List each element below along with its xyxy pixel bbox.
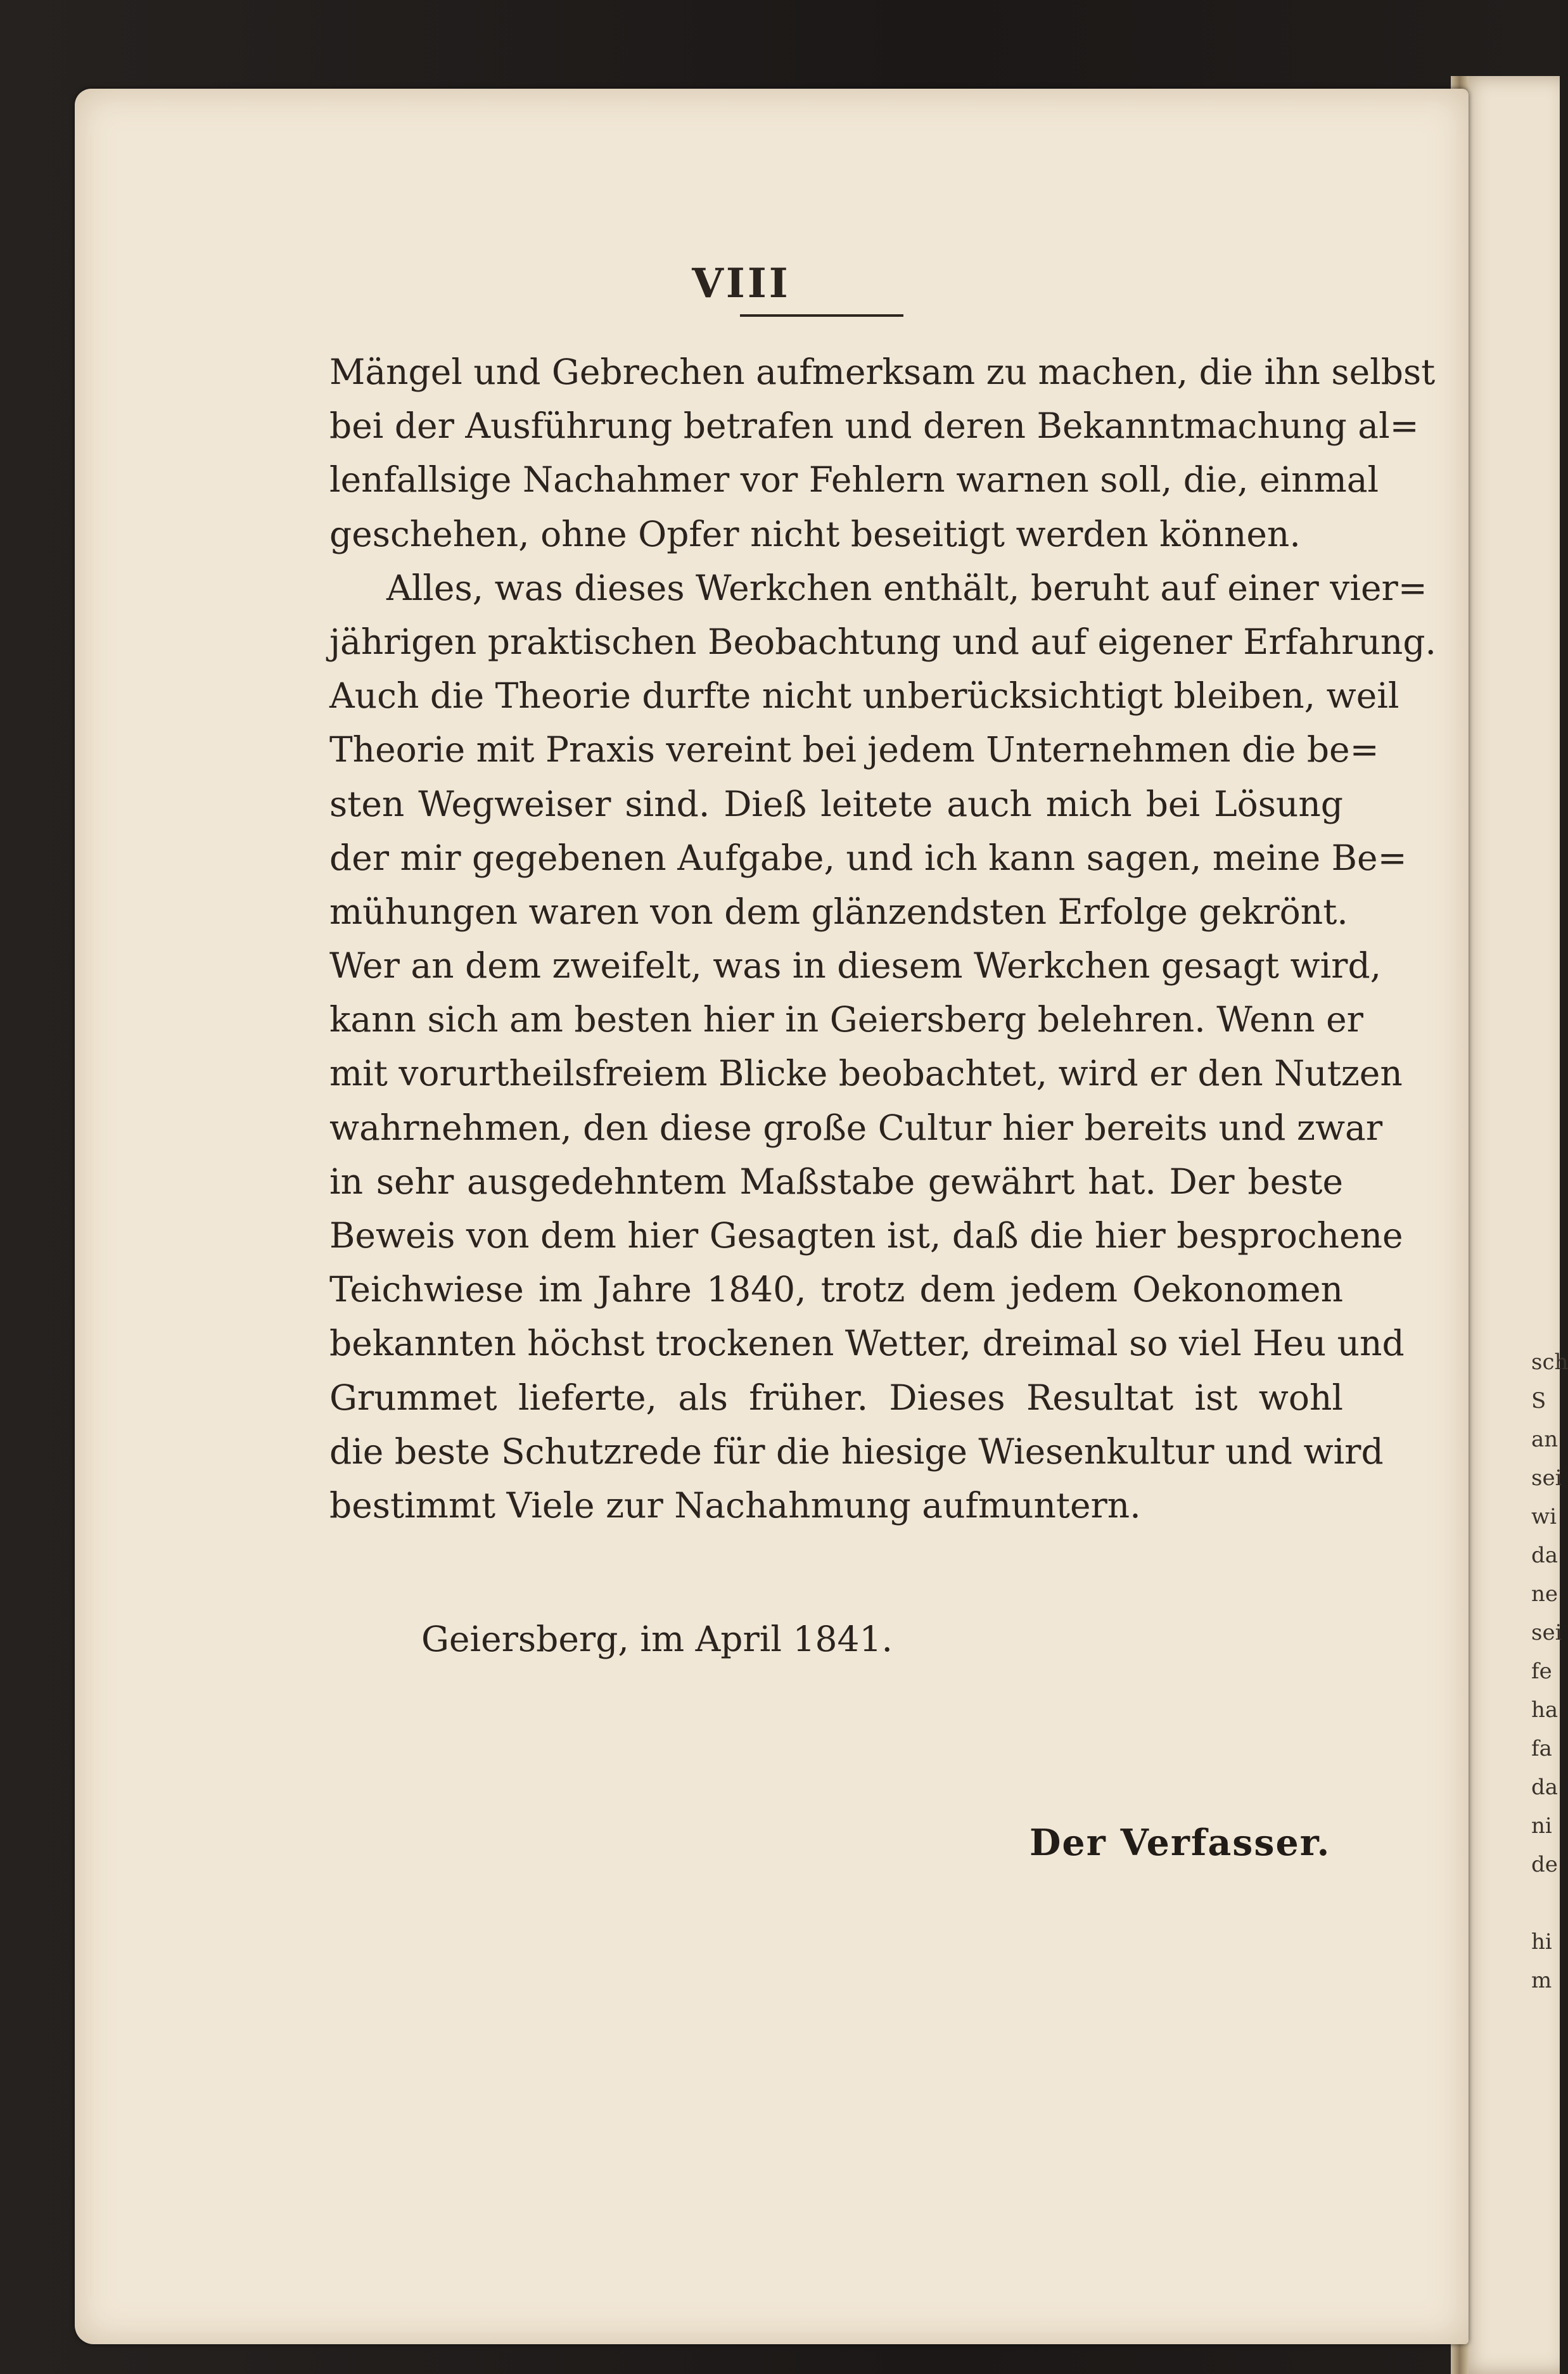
header-rule [740,314,903,317]
fragment: wi [1531,1504,1557,1529]
fragment: hi [1531,1929,1552,1955]
fragment: da [1531,1775,1558,1800]
facing-page-edge [1460,76,1568,2374]
text-line: bei der Ausführung betrafen und deren Bekanntmachung al= [329,405,1419,447]
text-line: der mir gegebenen Aufgabe, und ich kann sagen, meine Be= [329,837,1407,878]
place-date-line: Geiersberg, im April 1841. [421,1619,893,1659]
fragment: fa [1531,1736,1552,1761]
text-line: lenfallsige Nachahmer vor Fehlern warnen soll, die, einmal [329,459,1379,501]
author-signature: Der Verfasser. [1029,1822,1331,1864]
fragment: fe [1531,1659,1552,1684]
page-number: VIII [692,260,791,307]
fragment: sch [1531,1350,1568,1375]
text-line: Teichwiese im Jahre 1840, trotz dem jedem Oekonomen [329,1269,1343,1310]
fragment: ne [1531,1581,1558,1607]
fragment: an [1531,1427,1558,1452]
fragment: ha [1531,1697,1558,1723]
text-line: Alles, was dieses Werkchen enthält, beruht auf einer vier= [386,567,1427,608]
text-line: wahrnehmen, den diese große Cultur hier bereits und zwar [329,1107,1383,1148]
fragment: m [1531,1968,1552,1993]
text-line: Mängel und Gebrechen aufmerksam zu machen, die ihn selbst [329,352,1436,392]
text-line: Auch die Theorie durfte nicht unberücksichtigt bleiben, weil [329,675,1399,717]
body-text [329,345,1437,1533]
text-line: jährigen praktischen Beobachtung und auf eigener Erfahrung. [329,621,1437,662]
fragment: sei [1531,1465,1562,1491]
facing-page-text-fragments [1531,1343,1568,2000]
text-line: kann sich am besten hier in Geiersberg belehren. Wenn er [329,999,1363,1040]
fragment: S [1531,1388,1546,1414]
text-line: sten Wegweiser sind. Dieß leitete auch mich bei Lösung [329,783,1343,824]
text-line: geschehen, ohne Opfer nicht beseitigt werden können. [329,513,1301,554]
fragment: ni [1531,1813,1552,1839]
text-line: bestimmt Viele zur Nachahmung aufmuntern. [329,1484,1141,1526]
text-line: in sehr ausgedehntem Maßstabe gewährt hat. Der beste [329,1161,1343,1202]
fragment: de [1531,1852,1558,1877]
text-line: Grummet lieferte, als früher. Dieses Resultat ist wohl [329,1377,1343,1418]
fragment: sei [1531,1620,1562,1645]
text-line: mit vorurtheilsfreiem Blicke beobachtet, wird er den Nutzen [329,1053,1403,1094]
text-line: bekannten höchst trockenen Wetter, dreimal so viel Heu und [329,1323,1405,1364]
text-line: Wer an dem zweifelt, was in diesem Werkchen gesagt wird, [329,945,1382,986]
fragment: da [1531,1543,1558,1568]
text-line: Beweis von dem hier Gesagten ist, daß die hier besprochene [329,1215,1403,1256]
text-line: die beste Schutzrede für die hiesige Wiesenkultur und wird [329,1431,1384,1472]
text-line: Theorie mit Praxis vereint bei jedem Unternehmen die be= [329,729,1379,770]
text-line: mühungen waren von dem glänzendsten Erfolge gekrönt. [329,891,1348,932]
